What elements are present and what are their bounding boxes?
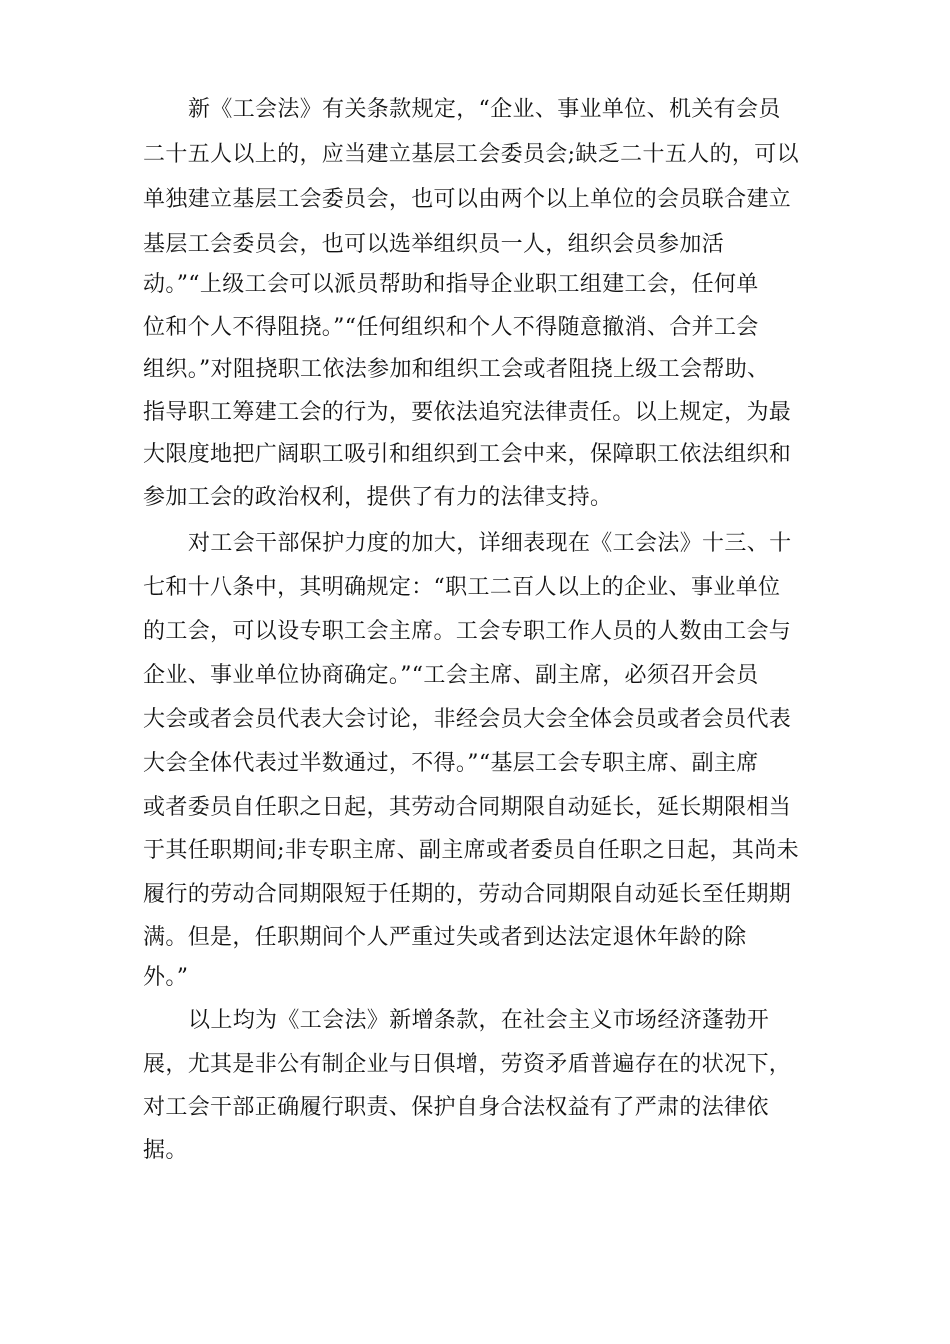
paragraph-2-line-2: 七和十八条中，其明确规定：“职工二百人以上的企业、事业单位 [143, 575, 781, 600]
paragraph-2-line-4: 企业、事业单位协商确定。”“工会主席、副主席，必须召开会员 [143, 663, 759, 688]
paragraph-1-line-2: 二十五人以上的，应当建立基层工会委员会;缺乏二十五人的，可以 [143, 142, 799, 167]
paragraph-1-line-1: 新《工会法》有关条款规定，“企业、事业单位、机关有会员 [188, 97, 781, 122]
paragraph-2-line-8: 于其任职期间;非专职主席、副主席或者委员自任职之日起，其尚未 [143, 838, 799, 863]
paragraph-2-line-6: 大会全体代表过半数通过，不得。”“基层工会专职主席、副主席 [143, 751, 759, 776]
paragraph-2-line-5: 大会或者会员代表大会讨论，非经会员大会全体会员或者会员代表 [143, 707, 792, 732]
paragraph-3-line-3: 对工会干部正确履行职责、保护自身合法权益有了严肃的法律依 [143, 1095, 769, 1120]
paragraph-1-line-8: 指导职工筹建工会的行为，要依法追究法律责任。以上规定，为最 [143, 400, 792, 425]
paragraph-1-line-6: 位和个人不得阻挠。”“任何组织和个人不得随意撤消、合并工会 [143, 315, 759, 340]
paragraph-3-line-4: 据。 [143, 1138, 188, 1163]
paragraph-1-line-7: 组织。”对阻挠职工依法参加和组织工会或者阻挠上级工会帮助、 [143, 357, 770, 382]
paragraph-3-line-2: 展，尤其是非公有制企业与日俱增，劳资矛盾普遍存在的状况下， [143, 1052, 792, 1077]
paragraph-2-line-9: 履行的劳动合同期限短于任期的，劳动合同期限自动延长至任期期 [143, 882, 792, 907]
paragraph-2-line-3: 的工会，可以设专职工会主席。工会专职工作人员的人数由工会与 [143, 619, 792, 644]
paragraph-1-line-10: 参加工会的政治权利，提供了有力的法律支持。 [143, 485, 613, 510]
paragraph-2-line-1: 对工会干部保护力度的加大，详细表现在《工会法》十三、十 [188, 531, 792, 556]
paragraph-1-line-5: 动。”“上级工会可以派员帮助和指导企业职工组建工会，任何单 [143, 272, 759, 297]
paragraph-2-line-11: 外。” [143, 965, 189, 990]
paragraph-1-line-4: 基层工会委员会，也可以选举组织员一人，组织会员参加活 [143, 232, 725, 257]
paragraph-3-line-1: 以上均为《工会法》新增条款，在社会主义市场经济蓬勃开 [188, 1008, 770, 1033]
paragraph-2-line-10: 满。但是，任职期间个人严重过失或者到达法定退休年龄的除 [143, 925, 747, 950]
paragraph-1-line-9: 大限度地把广阔职工吸引和组织到工会中来，保障职工依法组织和 [143, 442, 792, 467]
paragraph-2-line-7: 或者委员自任职之日起，其劳动合同期限自动延长，延长期限相当 [143, 795, 792, 820]
paragraph-1-line-3: 单独建立基层工会委员会，也可以由两个以上单位的会员联合建立 [143, 187, 792, 212]
